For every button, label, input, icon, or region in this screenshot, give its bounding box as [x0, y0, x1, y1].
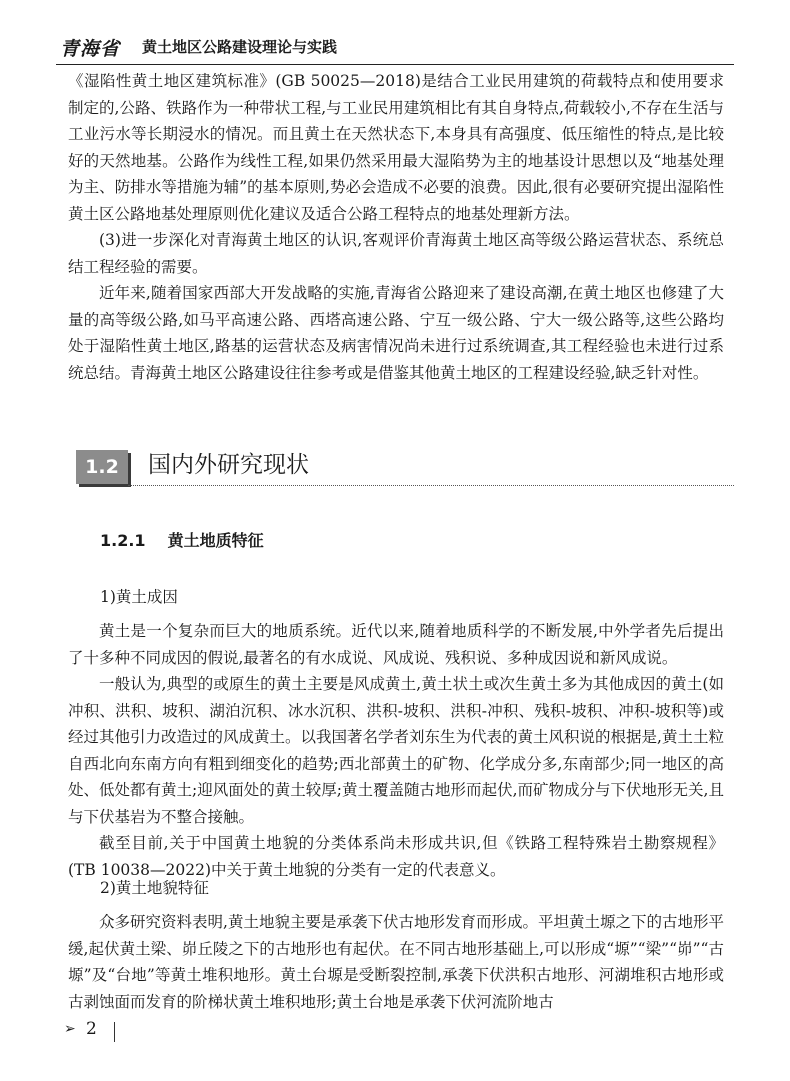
paragraph: 众多研究资料表明,黄土地貌主要是承袭下伏古地形发育而形成。平坦黄土塬之下的古地形平缓,起伏黄土梁、峁丘陵之下的古地形也有起伏。在不同古地形基础上,可以形成“塬”“梁”“峁”“古塬”及“台地”等黄土堆积地形。黄土台塬是受断裂控制,承袭下伏洪积古地形、河湖堆积古地形或古剥蚀面而发育的阶梯状黄土堆积地形;黄土台地是承袭下伏河流阶地古 — [68, 913, 724, 1011]
text-block-intro — [68, 68, 724, 386]
paragraph: 一般认为,典型的或原生的黄土主要是风成黄土,黄土状土或次生黄土多为其他成因的黄土(如冲积、洪积、坡积、湖泊沉积、冰水沉积、洪积-坡积、洪积-冲积、残积-坡积、冲积-坡积等)或经过其他引力改造过的风成黄土。以我国著名学者刘东生为代表的黄土风积说的根据是,黄土土粒自西北向东南方向有粗到细变化的趋势;西北部黄土的矿物、化学成分多,东南部少;同一地区的高处、低处都有黄土;迎风面处的黄土较厚;黄土覆盖随古地形而起伏,而矿物成分与下伏地形无关,且与下伏基岩为不整合接触。 — [68, 675, 724, 826]
paragraph: (3)进一步深化对青海黄土地区的认识,客观评价青海黄土地区高等级公路运营状态、系统总结工程经验的需要。 — [68, 231, 724, 276]
section-number: 1.2 — [76, 450, 128, 484]
section-divider — [128, 485, 734, 486]
paragraph: 近年来,随着国家西部大开发战略的实施,青海省公路迎来了建设高潮,在黄土地区也修建了大量的高等级公路,如马平高速公路、西塔高速公路、宁互一级公路、宁大一级公路等,这些公路均处于湿陷性黄土地区,路基的运营状态及病害情况尚未进行过系统调查,其工程经验也未进行过系统总结。青海黄土地区公路建设往往参考或是借鉴其他黄土地区的工程建设经验,缺乏针对性。 — [68, 284, 724, 382]
paragraph: 《湿陷性黄土地区建筑标准》(GB 50025—2018)是结合工业民用建筑的荷载特点和使用要求制定的,公路、铁路作为一种带状工程,与工业民用建筑相比有其自身特点,荷载较小,不存在生活与工业污水等长期浸水的情况。而且黄土在天然状态下,本身具有高强度、低压缩性的特点,是比较好的天然地基。公路作为线性工程,如果仍然采用最大湿陷势为主的地基设计思想以及“地基处理为主、防排水等措施为辅”的基本原则,势必会造成不必要的浪费。因此,很有必要研究提出湿陷性黄土区公路地基处理原则优化建议及适合公路工程特点的地基处理新方法。 — [68, 72, 724, 223]
section-title: 国内外研究现状 — [148, 452, 309, 478]
text-block-origin — [68, 618, 724, 883]
header-brand: 青海省 — [60, 38, 121, 60]
running-header — [56, 30, 734, 65]
text-block-landform — [68, 909, 724, 1015]
header-book-title: 黄土地区公路建设理论与实践 — [142, 38, 338, 56]
page-number: 2 — [86, 1019, 97, 1039]
subsection-title: 黄土地质特征 — [167, 531, 264, 550]
page-arrow-icon: ➢ — [64, 1021, 76, 1037]
footer-divider — [114, 1022, 115, 1042]
subsection-heading — [100, 528, 264, 551]
item-label-loess-origin: 1)黄土成因 — [100, 588, 178, 606]
item-label-loess-landform: 2)黄土地貌特征 — [100, 879, 209, 897]
paragraph: 截至目前,关于中国黄土地貌的分类体系尚未形成共识,但《铁路工程特殊岩土勘察规程》(TB 10038—2022)中关于黄土地貌的分类有一定的代表意义。 — [68, 834, 724, 879]
paragraph: 黄土是一个复杂而巨大的地质系统。近代以来,随着地质科学的不断发展,中外学者先后提出了十多种不同成因的假说,最著名的有水成说、风成说、残积说、多种成因说和新风成说。 — [68, 622, 724, 667]
section-heading — [76, 444, 734, 488]
subsection-number: 1.2.1 — [100, 531, 146, 550]
